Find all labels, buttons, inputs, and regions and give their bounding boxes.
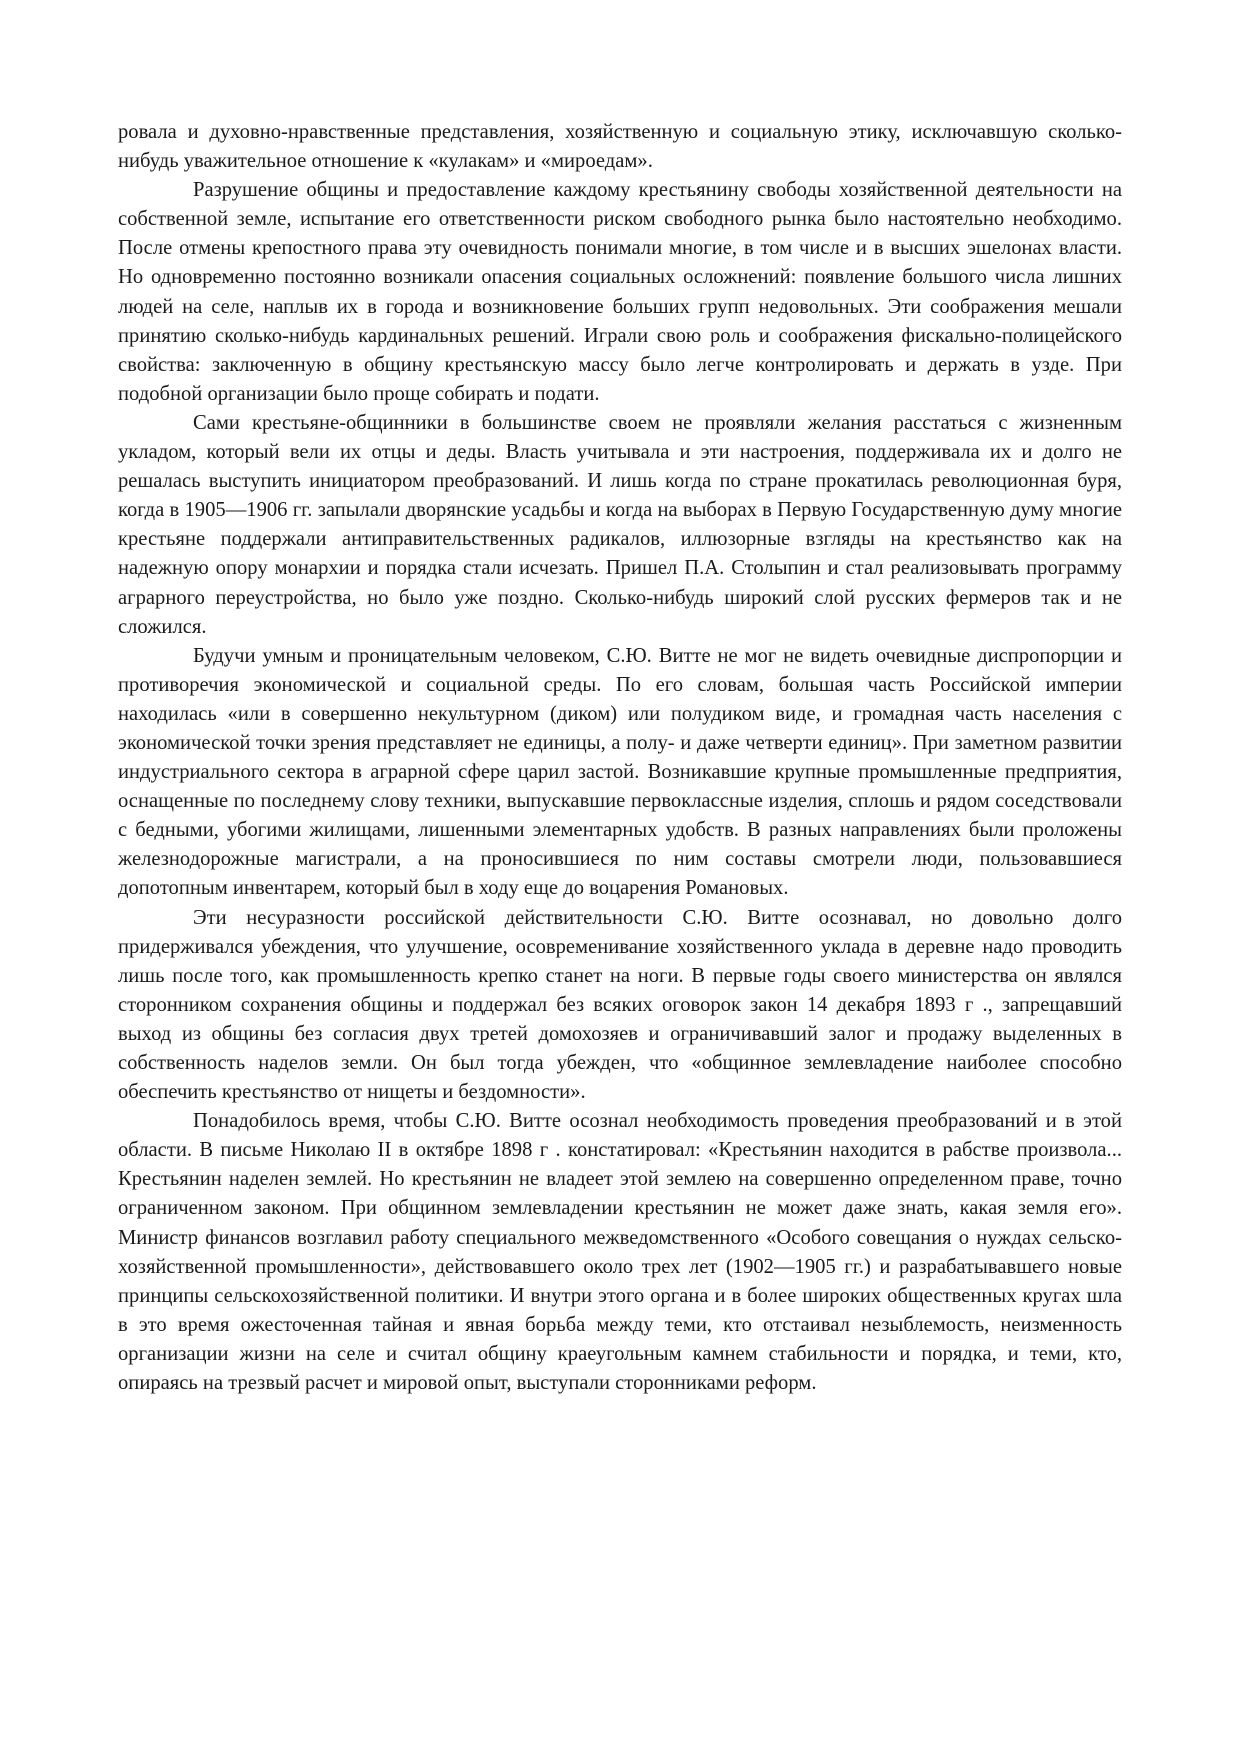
paragraph: Разрушение общины и предоставление каждому крестьянину свободы хозяйственной деятельности на собственной земле, испытание его ответственности риском свободного рынка было настоятельно необходимо. После отмены крепостного права эту очевидность понимали многие, в том числе и в высших эшелонах власти. Но одновременно постоянно возникали опасения социальных осложнений: появление большого числа лишних людей на селе, наплыв их в города и возникновение больших групп недовольных. Эти соображения мешали принятию сколько-нибудь кардинальных решений. Играли свою роль и соображения фискально-полицейского свойства: заключенную в общину крестьянскую массу было легче контролировать и держать в узде. При подобной организации было проще собирать и подати. <box>118 179 1122 405</box>
paragraph: Эти несуразности российской действительности С.Ю. Витте осознавал, но довольно долго придерживался убеждения, что улучшение, осовременивание хозяйственного уклада в деревне надо проводить лишь после того, как промышленность крепко станет на ноги. В первые годы своего министерства он являлся сторонником сохранения общины и поддержал без всяких оговорок закон 14 декабря 1893 г ., запрещавший выход из общины без согласия двух третей домохозяев и ограничивавший залог и продажу выделенных в собственность наделов земли. Он был тогда убежден, что «общинное землевладение наиболее способно обеспечить крестьянство от нищеты и бездомности». <box>118 906 1122 1104</box>
paragraph: Будучи умным и проницательным человеком, С.Ю. Витте не мог не видеть очевидные диспропорции и противоречия экономической и социальной среды. По его словам, большая часть Российской империи находилась «или в совершенно некультурном (диком) или полудиком виде, и громадная часть населения с экономической точки зрения представляет не единицы, а полу- и даже четверти единиц». При заметном развитии индустриального сектора в аграрной сфере царил застой. Возникавшие крупные промышленные предприятия, оснащенные по последнему слову техники, выпускавшие первоклассные изделия, сплошь и рядом соседствовали с бедными, убогими жилищами, лишенными элементарных удобств. В разных направлениях были проложены железнодорожные магистрали, а на проносившиеся по ним составы смотрели люди, пользовавшиеся допотопным инвентарем, который был в ходу еще до воцарения Романовых. <box>118 644 1122 900</box>
paragraph: Понадобилось время, чтобы С.Ю. Витте осознал необходимость проведения преобразований и в этой области. В письме Николаю II в октябре 1898 г . констатировал: «Крестьянин находится в рабстве произвола... Крестьянин наделен землей. Но крестьянин не владеет этой землею на совершенно определенном праве, точно ограниченном законом. При общинном землевладении крестьянин не может даже знать, какая земля его». Министр финансов возглавил работу специального межведомственного «Особого совещания о нуждах сельскохозяйственной промышленности», действовавшего около трех лет (1902—1905 гг.) и разрабатывавшего новые принципы сельскохозяйственной политики. И внутри этого органа и в более широких общественных кругах шла в это время ожесточенная тайная и явная борьба между теми, кто отстаивал незыблемость, неизменность организации жизни на селе и считал общину краеугольным камнем стабильности и порядка, и теми, кто, опираясь на трезвый расчет и мировой опыт, выступали сторонниками реформ. <box>118 1110 1122 1395</box>
paragraph-continuation: ровала и духовно-нравственные представления, хозяйственную и социальную этику, исключавшую сколько-нибудь уважительное отношение к «кулакам» и «мироедам». <box>118 121 1122 173</box>
paragraph: Сами крестьяне-общинники в большинстве своем не проявляли желания расстаться с жизненным укладом, который вели их отцы и деды. Власть учитывала и эти настроения, поддерживала их и долго не решалась выступить инициатором преобразований. И лишь когда по стране прокатилась революционная буря, когда в 1905—1906 гг. запылали дворянские усадьбы и когда на выборах в Первую Государственную думу многие крестьяне поддержали антиправительственных радикалов, иллюзорные взгляды на крестьянство как на надежную опору монархии и порядка стали исчезать. Пришел П.А. Столыпин и стал реализовывать программу аграрного переустройства, но было уже поздно. Сколько-нибудь широкий слой русских фермеров так и не сложился. <box>118 411 1122 638</box>
document-page <box>118 118 1122 1398</box>
